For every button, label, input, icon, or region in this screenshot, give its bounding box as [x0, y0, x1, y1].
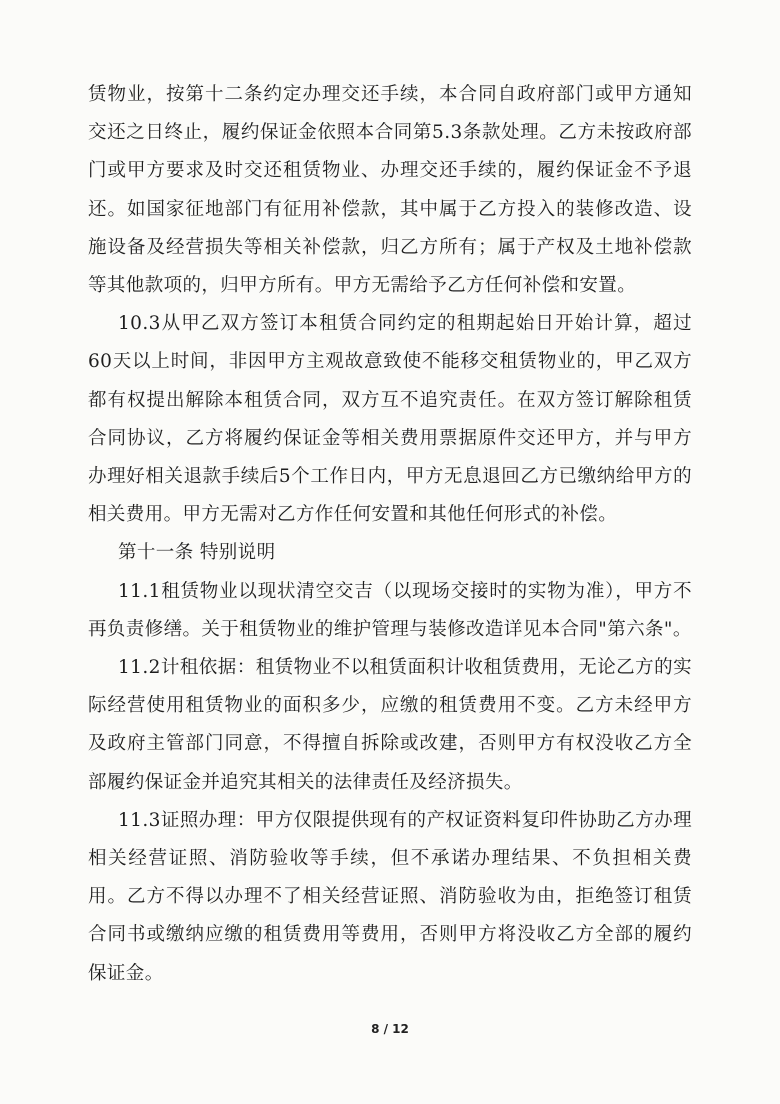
- section-heading-article-11: 第十一条 特别说明: [118, 542, 276, 564]
- paragraph-10-3: 10.3从甲乙双方签订本租赁合同约定的租期起始日开始计算，超过60天以上时间，非因甲方主观故意致使不能移交租赁物业的，甲乙双方都有权提出解除本租赁合同，双方互不追究责任。在双方签订解除租赁合同协议，乙方将履约保证金等相关费用票据原件交还甲方，并与甲方办理好相关退款手续后5个工作日内，甲方无息退回乙方已缴纳给甲方的相关费用。甲方无需对乙方作任何安置和其他任何形式的补偿。: [88, 313, 692, 526]
- document-body: [88, 76, 692, 993]
- paragraph-continuation: 赁物业，按第十二条约定办理交还手续，本合同自政府部门或甲方通知交还之日终止，履约保证金依照本合同第5.3条款处理。乙方未按政府部门或甲方要求及时交还租赁物业、办理交还手续的，履约保证金不予退还。如国家征地部门有征用补偿款，其中属于乙方投入的装修改造、设施设备及经营损失等相关补偿款，归乙方所有；属于产权及土地补偿款等其他款项的，归甲方所有。甲方无需给予乙方任何补偿和安置。: [88, 84, 692, 297]
- paragraph-11-3: 11.3证照办理：甲方仅限提供现有的产权证资料复印件协助乙方办理相关经营证照、消防验收等手续，但不承诺办理结果、不负担相关费用。乙方不得以办理不了相关经营证照、消防验收为由，拒绝签订租赁合同书或缴纳应缴的租赁费用等费用，否则甲方将没收乙方全部的履约保证金。: [88, 809, 692, 984]
- page-number: 8 / 12: [371, 1022, 409, 1036]
- paragraph-11-1: 11.1租赁物业以现状清空交吉（以现场交接时的实物为准），甲方不再负责修缮。关于租赁物业的维护管理与装修改造详见本合同"第六条"。: [88, 580, 692, 640]
- paragraph-11-2: 11.2计租依据：租赁物业不以租赁面积计收租赁费用，无论乙方的实际经营使用租赁物业的面积多少，应缴的租赁费用不变。乙方未经甲方及政府主管部门同意，不得擅自拆除或改建，否则甲方有权没收乙方全部履约保证金并追究其相关的法律责任及经济损失。: [88, 657, 692, 793]
